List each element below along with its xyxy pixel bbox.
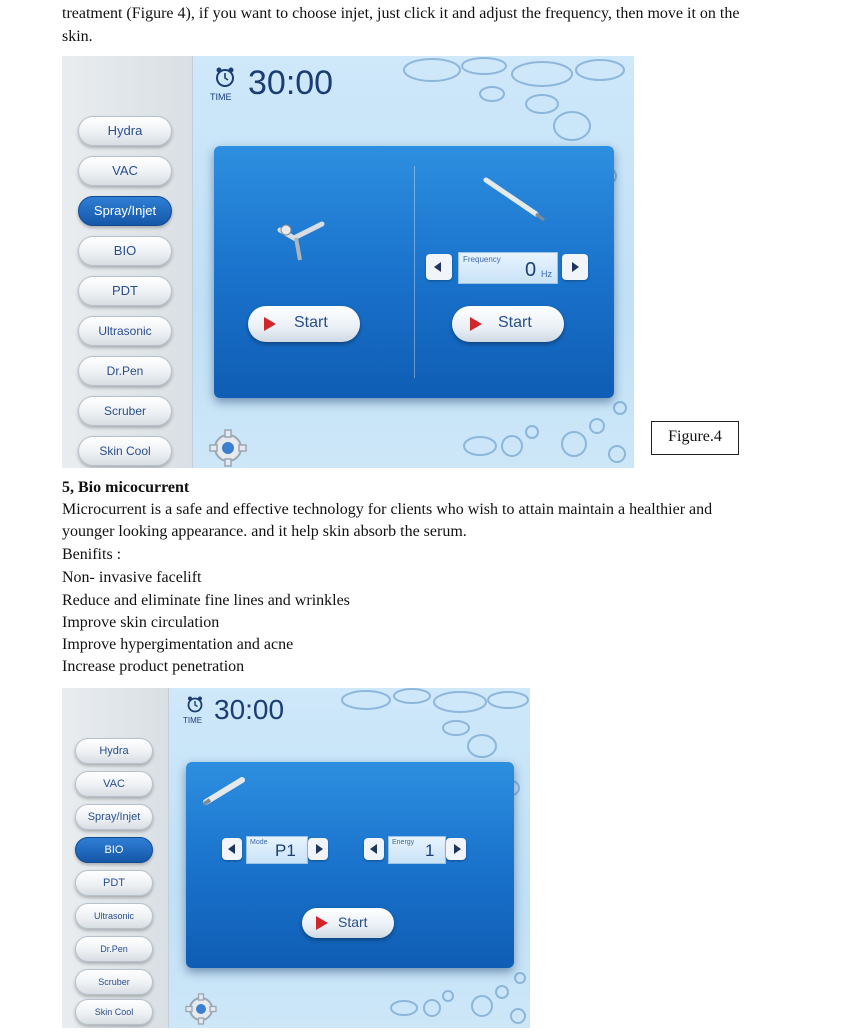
mode-increase-button[interactable] [308,838,328,860]
sidebar [62,688,169,1028]
section5-desc-line-1: Microcurrent is a safe and effective technology for clients who wish to attain maintain a healthier and [62,501,713,518]
frequency-value: 0 [525,259,537,281]
timer-value: 30:00 [248,64,334,102]
frequency-label: Frequency [463,255,501,264]
arrow-left-icon [228,844,235,854]
section5-heading: 5, Bio micocurrent [62,479,190,496]
arrow-right-icon [316,844,323,854]
timer-value: 30:00 [214,694,285,725]
sidebar-item-bio[interactable]: BIO [78,236,172,266]
sidebar-item-scruber[interactable]: Scruber [75,969,153,995]
bio-probe-icon [200,772,250,808]
intro-line-1: treatment (Figure 4), if you want to choose injet, just click it and adjust the frequency, then move it on the [62,5,740,22]
frequency-decrease-button[interactable] [426,254,452,280]
sidebar-item-dr-pen[interactable]: Dr.Pen [78,356,172,386]
injet-start-label: Start [498,314,532,331]
figure5-screenshot [62,688,530,1028]
mode-label: Mode [250,839,268,846]
timer [180,692,320,732]
benefit-item: Improve skin circulation [62,614,220,631]
figure4-screenshot [62,56,634,468]
energy-value: 1 [425,841,435,860]
sidebar-item-hydra[interactable]: Hydra [75,738,153,764]
play-icon [316,916,328,930]
arrow-left-icon [434,262,441,272]
sidebar-item-hydra[interactable]: Hydra [78,116,172,146]
sidebar-item-spray-injet[interactable]: Spray/Injet [75,804,153,830]
sidebar-item-bio[interactable]: BIO [75,837,153,863]
sidebar-item-ultrasonic[interactable]: Ultrasonic [78,316,172,346]
frequency-display [458,252,558,284]
benefit-item: Increase product penetration [62,658,245,675]
frequency-unit: Hz [541,269,552,279]
sidebar-item-vac[interactable]: VAC [75,771,153,797]
injet-start-button[interactable] [452,306,564,342]
mode-decrease-button[interactable] [222,838,242,860]
energy-decrease-button[interactable] [364,838,384,860]
sidebar-item-ultrasonic[interactable]: Ultrasonic [75,903,153,929]
sidebar-item-vac[interactable]: VAC [78,156,172,186]
energy-label: Energy [392,839,415,846]
sidebar-item-spray-injet[interactable]: Spray/Injet [78,196,172,226]
control-area [186,762,514,968]
play-icon [470,317,482,331]
benefit-item: Improve hypergimentation and acne [62,636,294,653]
sidebar-item-skin-cool[interactable]: Skin Cool [78,436,172,466]
timer-label: TIME [210,92,232,102]
sidebar-item-pdt[interactable]: PDT [78,276,172,306]
arrow-right-icon [454,844,461,854]
section5-desc-line-2: younger looking appearance. and it help skin absorb the serum. [62,523,467,540]
benefits-title: Benifits : [62,546,122,563]
mode-value: P1 [275,841,296,860]
timer-label: TIME [183,716,203,725]
sidebar-item-pdt[interactable]: PDT [75,870,153,896]
settings-gear-icon[interactable] [184,992,218,1026]
alarm-clock-icon [186,695,204,713]
alarm-clock-icon [214,66,236,88]
spray-start-button[interactable] [248,306,360,342]
bio-start-button[interactable] [302,908,394,938]
bio-start-label: Start [338,914,368,930]
divider [414,166,415,378]
play-icon [264,317,276,331]
timer [208,62,368,108]
benefit-item: Non- invasive facelift [62,569,202,586]
arrow-right-icon [572,262,579,272]
spray-start-label: Start [294,314,328,331]
energy-increase-button[interactable] [446,838,466,860]
benefit-item: Reduce and eliminate fine lines and wrinkles [62,592,350,609]
mode-display [246,836,308,864]
sidebar-item-dr-pen[interactable]: Dr.Pen [75,936,153,962]
frequency-increase-button[interactable] [562,254,588,280]
intro-line-2: skin. [62,28,93,45]
control-area [214,146,614,398]
sidebar-item-skin-cool[interactable]: Skin Cool [75,999,153,1025]
settings-gear-icon[interactable] [208,428,248,468]
injet-pen-icon [482,174,552,224]
arrow-left-icon [370,844,377,854]
figure-4-caption: Figure.4 [651,421,739,455]
spray-gun-icon [274,216,334,266]
energy-display [388,836,446,864]
sidebar [62,56,193,468]
sidebar-item-scruber[interactable]: Scruber [78,396,172,426]
